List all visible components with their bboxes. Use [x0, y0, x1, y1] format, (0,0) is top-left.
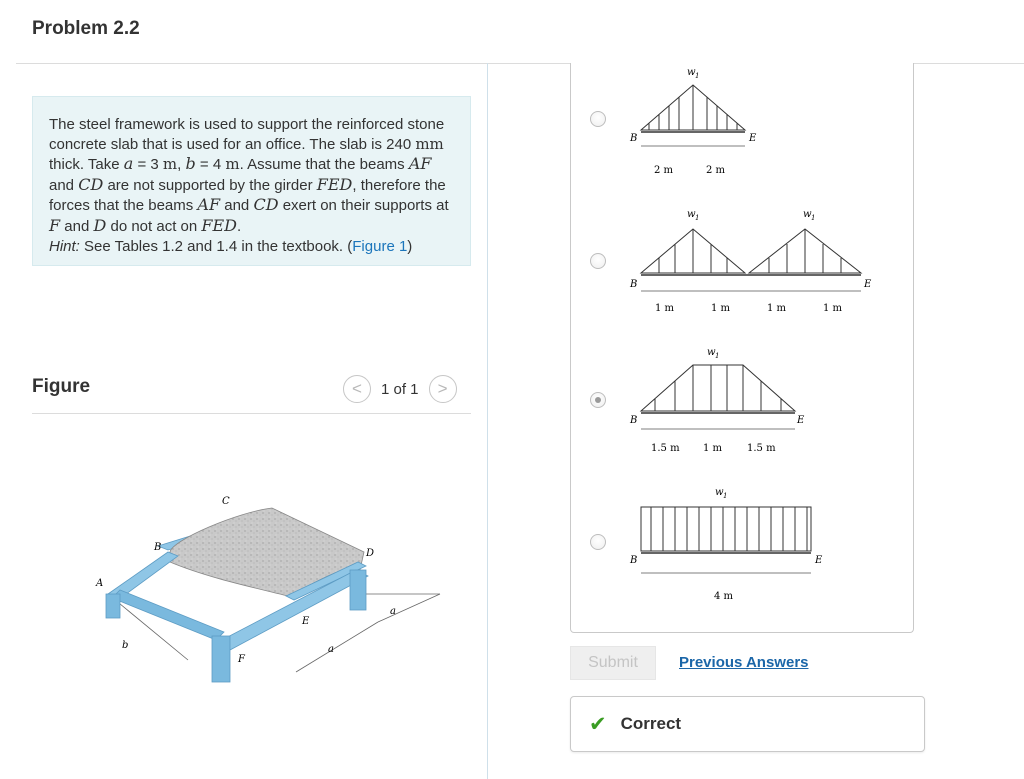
- figure-heading: Figure: [32, 376, 91, 397]
- problem-text: = 3: [133, 156, 163, 174]
- option-radio-2[interactable]: [590, 253, 606, 269]
- problem-text: ,: [177, 156, 186, 174]
- beam-af: AF: [408, 154, 432, 174]
- point-d: D: [93, 215, 107, 235]
- load-arrows: [649, 85, 737, 130]
- option-radio-4[interactable]: [590, 534, 606, 550]
- beam-cd: CD: [78, 174, 104, 194]
- option-diagram-1: [619, 63, 769, 181]
- dim-label: 1 m: [711, 303, 731, 314]
- load-subscript: 1: [695, 72, 700, 80]
- var-b: b: [185, 154, 196, 174]
- support-b: B: [630, 133, 638, 144]
- problem-text: thick. Take: [49, 156, 124, 174]
- dim-label: 1 m: [767, 303, 787, 314]
- hint-text: ): [407, 237, 413, 255]
- problem-text: do not act on: [106, 217, 202, 235]
- label-b: B: [154, 542, 162, 553]
- problem-text: The steel framework is used to support the reinforced stone concrete slab that is used for an office. The slab is 240: [49, 116, 445, 153]
- girder-fed: FED: [201, 215, 237, 235]
- load-label: w: [687, 67, 696, 78]
- feedback-box: [570, 696, 925, 752]
- label-c: C: [222, 496, 230, 507]
- beam-af: [112, 590, 224, 640]
- column-divider: [487, 63, 488, 779]
- dim-label: 1 m: [703, 443, 723, 454]
- dim-line-a: [296, 622, 378, 672]
- figure-divider: [32, 413, 471, 414]
- checkmark-icon: ✔: [589, 712, 607, 736]
- unit-m: m: [162, 155, 178, 174]
- problem-text: = 4: [195, 156, 226, 174]
- column-f: [212, 636, 230, 682]
- load-label: w: [803, 209, 812, 220]
- column-d: [350, 570, 366, 610]
- support-b: B: [630, 555, 638, 566]
- prev-figure-button[interactable]: [343, 375, 371, 403]
- problem-statement: [32, 96, 471, 266]
- girder-fed: FED: [316, 174, 353, 194]
- label-e: E: [302, 616, 310, 627]
- load-subscript: 1: [723, 492, 728, 500]
- support-e: E: [797, 415, 805, 426]
- label-dim-a: a: [328, 644, 334, 655]
- dim-label: 1 m: [655, 303, 675, 314]
- option-diagram-4: [619, 481, 839, 611]
- dim-label: 1 m: [823, 303, 843, 314]
- unit-mm: mm: [415, 134, 444, 153]
- framework-illustration: [88, 482, 460, 692]
- var-a: a: [123, 154, 134, 174]
- problem-text: , therefore the forces that the beams: [49, 176, 446, 215]
- support-e: E: [749, 133, 757, 144]
- figure-counter: 1 of 1: [381, 380, 419, 398]
- submit-button[interactable]: Submit: [570, 646, 656, 680]
- previous-answers-link[interactable]: Previous Answers: [679, 654, 809, 671]
- dim-label: 2 m: [654, 165, 674, 176]
- load-label: w: [707, 347, 716, 358]
- label-dim-b: b: [122, 640, 129, 651]
- problem-text: .: [237, 217, 242, 235]
- chevron-left-icon: <: [352, 379, 362, 398]
- hint-text: See Tables 1.2 and 1.4 in the textbook. (: [79, 237, 353, 255]
- load-label: w: [687, 209, 696, 220]
- problem-text: and: [220, 197, 254, 215]
- next-figure-button[interactable]: [429, 375, 457, 403]
- hint-label: Hint:: [49, 237, 80, 255]
- problem-text: and: [60, 217, 94, 235]
- label-a: A: [96, 578, 104, 589]
- chevron-right-icon: >: [437, 379, 448, 398]
- load-label: w: [715, 487, 724, 498]
- support-e: E: [864, 279, 872, 290]
- support-e: E: [815, 555, 823, 566]
- load-subscript: 1: [695, 214, 700, 222]
- dim-label: 2 m: [706, 165, 726, 176]
- unit-m: m: [225, 155, 240, 174]
- dim-label: 1.5 m: [651, 443, 680, 454]
- figure-link[interactable]: Figure 1: [352, 237, 408, 255]
- label-dim-a: a: [390, 606, 396, 617]
- answer-options-panel: [570, 63, 914, 633]
- beam-af: AF: [197, 195, 221, 215]
- figure-navigator: [343, 374, 457, 404]
- point-f: F: [49, 215, 61, 235]
- feedback-result: Correct: [620, 714, 682, 733]
- problem-text: are not supported by the girder: [103, 176, 317, 194]
- option-diagram-3: [619, 341, 819, 463]
- column-a: [106, 594, 120, 618]
- problem-text: . Assume that the beams: [239, 156, 409, 174]
- dim-label: 4 m: [714, 591, 734, 602]
- problem-text: exert on their supports at: [278, 197, 449, 215]
- label-f: F: [238, 654, 245, 665]
- load-subscript: 1: [811, 214, 816, 222]
- load-subscript: 1: [715, 352, 720, 360]
- dim-label: 1.5 m: [747, 443, 776, 454]
- load-arrows: [655, 365, 781, 411]
- label-d: D: [366, 548, 375, 559]
- page-title: Problem 2.2: [32, 18, 140, 39]
- load-arrows: [651, 507, 807, 551]
- option-radio-3[interactable]: [590, 392, 606, 408]
- option-diagram-2: [619, 203, 872, 323]
- support-b: B: [630, 279, 638, 290]
- option-radio-1[interactable]: [590, 111, 606, 127]
- problem-text: and: [49, 176, 79, 194]
- beam-cd: CD: [253, 195, 279, 215]
- dim-line-a: [378, 594, 440, 622]
- support-b: B: [630, 415, 638, 426]
